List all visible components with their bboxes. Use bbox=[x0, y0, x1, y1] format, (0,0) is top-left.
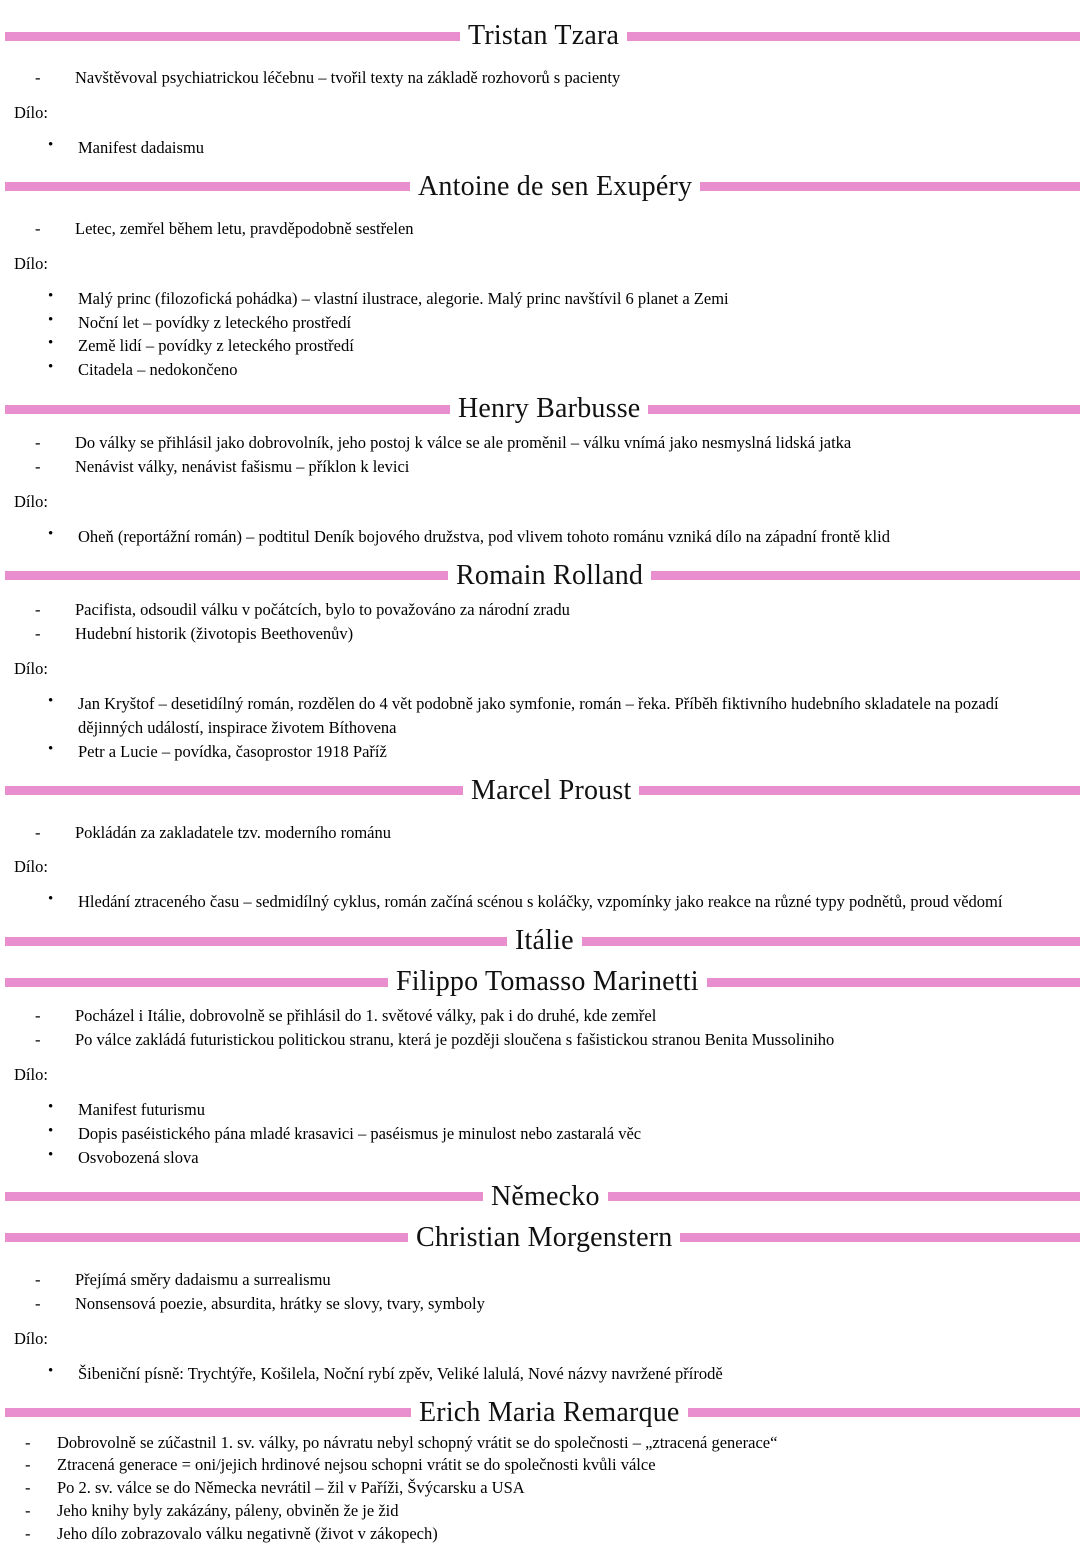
dash-item bbox=[0, 598, 1080, 622]
dilo-label: Dílo: bbox=[14, 102, 48, 122]
dash-marker: - bbox=[25, 1523, 31, 1543]
heading-title: Itálie bbox=[515, 925, 574, 957]
dash-item bbox=[0, 622, 1080, 646]
heading-title: Marcel Proust bbox=[471, 774, 632, 806]
spacer bbox=[0, 844, 1080, 855]
spacer bbox=[0, 276, 1080, 287]
dash-text: Ztracená generace = oni/jejich hrdinové nejsou schopni vrátit se do společnosti kvůli válce bbox=[57, 1455, 656, 1475]
section-heading-nemecko bbox=[0, 1180, 1080, 1212]
bullet-text: Šibeniční písně: Trychtýře, Košilela, Noční rybí zpěv, Veliké lalulá, Nové názvy navržené přírodě bbox=[78, 1363, 723, 1383]
heading-rule-left bbox=[5, 937, 507, 946]
bullet-list bbox=[0, 136, 1080, 160]
dash-text: Jeho dílo zobrazovalo válku negativně (život v zákopech) bbox=[57, 1523, 438, 1543]
dash-text: Po 2. sv. válce se do Německa nevrátil – žil v Paříži, Švýcarsku a USA bbox=[57, 1478, 525, 1498]
dash-item bbox=[0, 1477, 1080, 1500]
dash-text: Pacifista, odsoudil válku v počátcích, bylo to považováno za národní zradu bbox=[75, 599, 570, 619]
spacer bbox=[0, 50, 1080, 66]
bullet-marker: • bbox=[48, 1099, 54, 1116]
bullet-item bbox=[0, 136, 1080, 160]
dash-text: Po válce zakládá futuristickou politickou stranu, která je později sloučena s fašistickou stranou Benita Mussoliniho bbox=[75, 1030, 835, 1050]
heading-title: Antoine de sen Exupéry bbox=[418, 170, 693, 202]
spacer bbox=[0, 1252, 1080, 1268]
top-spacer bbox=[0, 0, 1080, 22]
dilo-label: Dílo: bbox=[14, 658, 48, 678]
spacer bbox=[0, 1316, 1080, 1327]
section-heading-tristan-tzara bbox=[0, 22, 1080, 50]
section-body-erich-maria-remarque bbox=[0, 1427, 1080, 1546]
heading-rule-right bbox=[639, 786, 1080, 795]
heading-rule-left bbox=[5, 978, 388, 987]
section-body-romain-rolland bbox=[0, 590, 1080, 777]
dash-text: Nonsensová poezie, absurdita, hrátky se slovy, tvary, symboly bbox=[75, 1293, 485, 1313]
heading-rule-right bbox=[648, 405, 1080, 414]
heading-title: Filippo Tomasso Marinetti bbox=[396, 966, 699, 998]
dash-item bbox=[0, 431, 1080, 455]
dash-text: Dobrovolně se zúčastnil 1. sv. války, po návratu nebyl schopný vrátit se do společnosti – „ztracená generace“ bbox=[57, 1432, 778, 1452]
bullet-marker: • bbox=[48, 287, 54, 304]
spacer bbox=[0, 201, 1080, 217]
bullet-marker: • bbox=[48, 692, 54, 709]
heading-title: Erich Maria Remarque bbox=[419, 1396, 680, 1428]
heading-rule-right bbox=[582, 937, 1080, 946]
section-heading-italie bbox=[0, 927, 1080, 955]
heading-rule-right bbox=[707, 978, 1080, 987]
spacer bbox=[0, 996, 1080, 1004]
heading-rule-left bbox=[5, 32, 460, 41]
heading-title: Henry Barbusse bbox=[458, 393, 641, 425]
bullet-item bbox=[0, 334, 1080, 358]
heading-rule-right bbox=[608, 1192, 1080, 1201]
dash-item bbox=[0, 217, 1080, 241]
bullet-item bbox=[0, 358, 1080, 382]
heading-rule-left bbox=[5, 182, 410, 191]
heading-rule-left bbox=[5, 1192, 483, 1201]
dilo-label: Dílo: bbox=[14, 857, 48, 877]
bullet-marker: • bbox=[48, 1362, 54, 1379]
bullet-list bbox=[0, 1098, 1080, 1170]
dash-marker: - bbox=[35, 1030, 41, 1050]
dash-item bbox=[0, 455, 1080, 479]
heading-rule-left bbox=[5, 1233, 408, 1242]
dash-list bbox=[0, 431, 1080, 479]
spacer bbox=[0, 681, 1080, 692]
spacer bbox=[0, 590, 1080, 598]
bullet-text: Oheň (reportážní román) – podtitul Deník bojového družstva, pod vlivem tohoto románu vzniká dílo na západní frontě klid bbox=[78, 527, 890, 547]
bullet-marker: • bbox=[48, 891, 54, 908]
dash-list bbox=[0, 1432, 1080, 1546]
heading-rule-left bbox=[5, 405, 450, 414]
bullet-marker: • bbox=[48, 136, 54, 153]
heading-rule-right bbox=[627, 32, 1080, 41]
dash-list bbox=[0, 66, 1080, 90]
bullet-text: Citadela – nedokončeno bbox=[78, 360, 238, 380]
dash-list bbox=[0, 598, 1080, 646]
section-heading-christian-morgenstern bbox=[0, 1221, 1080, 1253]
dash-text: Navštěvoval psychiatrickou léčebnu – tvořil texty na základě rozhovorů s pacienty bbox=[75, 68, 621, 87]
heading-title: Romain Rolland bbox=[456, 559, 644, 591]
dash-list bbox=[0, 1268, 1080, 1316]
dash-text: Přejímá směry dadaismu a surrealismu bbox=[75, 1269, 331, 1289]
bullet-item bbox=[0, 890, 1080, 914]
dash-text: Pokládán za zakladatele tzv. moderního románu bbox=[75, 822, 391, 842]
bullet-item bbox=[0, 1146, 1080, 1170]
dash-item bbox=[0, 1432, 1080, 1455]
spacer bbox=[0, 125, 1080, 136]
bullet-text: Jan Kryštof – desetidílný román, rozdělen do 4 vět podobně jako symfonie, román – řeka. Příběh fiktivního hudebního skladatele na pozadí dějinných událostí, inspirace životem Bíthovena bbox=[78, 693, 999, 737]
dilo-label: Dílo: bbox=[14, 1328, 48, 1348]
bullet-item bbox=[0, 525, 1080, 549]
dash-marker: - bbox=[35, 68, 41, 87]
dilo-label: Dílo: bbox=[14, 1065, 48, 1085]
section-body-christian-morgenstern bbox=[0, 1252, 1080, 1399]
bullet-marker: • bbox=[48, 335, 54, 352]
dash-marker: - bbox=[35, 218, 41, 238]
section-body-marcel-proust bbox=[0, 805, 1080, 928]
heading-title: Christian Morgenstern bbox=[416, 1221, 673, 1253]
dash-list bbox=[0, 821, 1080, 845]
spacer bbox=[0, 514, 1080, 525]
dilo-label: Dílo: bbox=[14, 492, 48, 512]
dash-text: Hudební historik (životopis Beethovenův) bbox=[75, 623, 354, 643]
dash-item bbox=[0, 66, 1080, 90]
spacer bbox=[0, 1052, 1080, 1063]
bullet-text: Manifest dadaismu bbox=[78, 137, 205, 157]
bullet-marker: • bbox=[48, 1146, 54, 1163]
dash-item bbox=[0, 1268, 1080, 1292]
dash-item bbox=[0, 1500, 1080, 1523]
dash-text: Jeho knihy byly zakázány, páleny, obviněn že je žid bbox=[57, 1500, 399, 1520]
spacer bbox=[0, 1087, 1080, 1098]
dash-marker: - bbox=[25, 1500, 31, 1520]
dash-list bbox=[0, 217, 1080, 241]
spacer bbox=[0, 241, 1080, 252]
bullet-list bbox=[0, 287, 1080, 383]
bullet-text: Země lidí – povídky z leteckého prostředí bbox=[78, 336, 354, 356]
bullet-list bbox=[0, 890, 1080, 914]
bullet-text: Dopis paséistického pána mladé krasavici – paséismus je minulost nebo zastaralá věc bbox=[78, 1123, 642, 1143]
dash-text: Pocházel i Itálie, dobrovolně se přihlásil do 1. světové války, pak i do druhé, kde zemřel bbox=[75, 1006, 657, 1026]
heading-rule-left bbox=[5, 571, 448, 580]
bullet-item bbox=[0, 740, 1080, 764]
bullet-list bbox=[0, 1362, 1080, 1386]
dash-marker: - bbox=[35, 822, 41, 842]
dash-marker: - bbox=[35, 457, 41, 477]
bullet-text: Noční let – povídky z leteckého prostředí bbox=[78, 312, 352, 332]
heading-rule-right bbox=[700, 182, 1080, 191]
bullet-marker: • bbox=[48, 1122, 54, 1139]
heading-rule-left bbox=[5, 1408, 411, 1417]
section-heading-marcel-proust bbox=[0, 774, 1080, 806]
dash-text: Nenávist války, nenávist fašismu – příklon k levici bbox=[75, 457, 410, 477]
dash-item bbox=[0, 821, 1080, 845]
bullet-marker: • bbox=[48, 740, 54, 757]
dash-marker: - bbox=[35, 1269, 41, 1289]
dash-item bbox=[0, 1004, 1080, 1028]
heading-rule-left bbox=[5, 786, 463, 795]
dash-marker: - bbox=[35, 433, 41, 453]
dash-marker: - bbox=[25, 1478, 31, 1498]
bullet-text: Osvobozená slova bbox=[78, 1147, 199, 1167]
bullet-item bbox=[0, 1098, 1080, 1122]
bullet-text: Malý princ (filozofická pohádka) – vlastní ilustrace, alegorie. Malý princ navštívil 6 planet a Zemi bbox=[78, 288, 729, 308]
bullet-item bbox=[0, 692, 1080, 740]
bullet-list bbox=[0, 525, 1080, 549]
bullet-item bbox=[0, 1362, 1080, 1386]
dash-text: Letec, zemřel během letu, pravděpodobně sestřelen bbox=[75, 218, 414, 238]
dash-text: Do války se přihlásil jako dobrovolník, jeho postoj k válce se ale proměnil – válku vnímá jako nesmyslná lidská jatka bbox=[75, 433, 852, 453]
dash-list bbox=[0, 1004, 1080, 1052]
bullet-item bbox=[0, 1122, 1080, 1146]
heading-title: Tristan Tzara bbox=[468, 20, 620, 51]
spacer bbox=[0, 479, 1080, 490]
spacer bbox=[0, 805, 1080, 821]
bullet-list bbox=[0, 692, 1080, 764]
heading-rule-right bbox=[651, 571, 1080, 580]
bullet-marker: • bbox=[48, 311, 54, 328]
dilo-label: Dílo: bbox=[14, 253, 48, 273]
section-heading-filippo-tomasso-marinetti bbox=[0, 968, 1080, 996]
section-body-filippo-tomasso-marinetti bbox=[0, 996, 1080, 1183]
bullet-item bbox=[0, 311, 1080, 335]
section-body-antoine-de-sen-exupery bbox=[0, 201, 1080, 396]
bullet-marker: • bbox=[48, 526, 54, 543]
heading-rule-right bbox=[680, 1233, 1080, 1242]
section-body-tristan-tzara bbox=[0, 50, 1080, 173]
section-heading-erich-maria-remarque bbox=[0, 1396, 1080, 1428]
section-heading-romain-rolland bbox=[0, 559, 1080, 591]
bullet-item bbox=[0, 287, 1080, 311]
dash-marker: - bbox=[35, 599, 41, 619]
dash-item bbox=[0, 1454, 1080, 1477]
section-body-henry-barbusse bbox=[0, 423, 1080, 562]
bullet-text: Manifest futurismu bbox=[78, 1100, 205, 1120]
spacer bbox=[0, 90, 1080, 101]
bullet-marker: • bbox=[48, 359, 54, 376]
dash-marker: - bbox=[35, 1293, 41, 1313]
dash-marker: - bbox=[25, 1432, 31, 1452]
section-heading-henry-barbusse bbox=[0, 395, 1080, 423]
dash-marker: - bbox=[25, 1455, 31, 1475]
dash-item bbox=[0, 1523, 1080, 1546]
spacer bbox=[0, 423, 1080, 431]
section-heading-antoine-de-sen-exupery bbox=[0, 170, 1080, 202]
heading-title: Německo bbox=[491, 1180, 600, 1212]
spacer bbox=[0, 879, 1080, 890]
dash-item bbox=[0, 1292, 1080, 1316]
heading-rule-right bbox=[688, 1408, 1080, 1417]
dash-item bbox=[0, 1028, 1080, 1052]
dash-marker: - bbox=[35, 623, 41, 643]
dash-marker: - bbox=[35, 1006, 41, 1026]
spacer bbox=[0, 1351, 1080, 1362]
spacer bbox=[0, 646, 1080, 657]
bullet-text: Hledání ztraceného času – sedmidílný cyklus, román začíná scénou s koláčky, vzpomínky jako reakce na různé typy podnětů, proud vědomí bbox=[78, 892, 1003, 912]
bullet-text: Petr a Lucie – povídka, časoprostor 1918 Paříž bbox=[78, 741, 387, 761]
